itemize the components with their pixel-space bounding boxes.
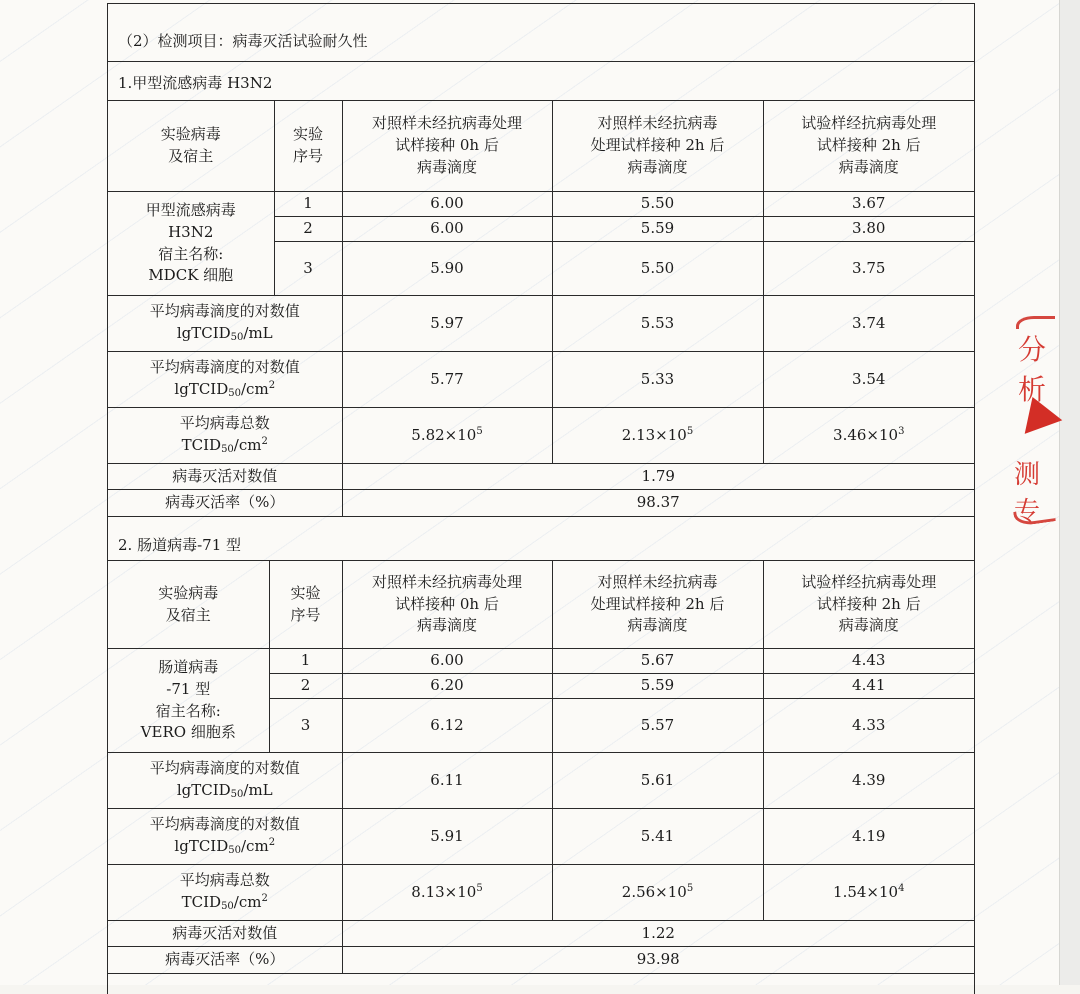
value-cell: 6.20 <box>342 674 552 699</box>
table-row-log-reduction <box>108 464 974 490</box>
label-cell: 平均病毒滴度的对数值 lgTCID$_{50}$/mL <box>108 296 342 352</box>
value-cell: $1.54\times 10^4$ <box>763 865 974 921</box>
header-seq: 实验 序号 <box>274 101 342 192</box>
header-test-2h: 试验样经抗病毒处理 试样接种 2h 后 病毒滴度 <box>763 101 974 192</box>
table-row-avg-ml <box>108 753 974 809</box>
value-cell: 4.19 <box>763 809 974 865</box>
value-cell: 3.75 <box>763 242 974 296</box>
stamp-text-top: 分析 <box>1018 333 1049 406</box>
table-row-log-reduction <box>108 921 974 947</box>
report-table-frame <box>107 3 975 994</box>
seq-cell: 1 <box>274 192 342 217</box>
header-control-0h: 对照样未经抗病毒处理 试样接种 0h 后 病毒滴度 <box>342 101 552 192</box>
value-cell: 6.11 <box>342 753 552 809</box>
seq-cell: 3 <box>269 699 342 753</box>
seq-cell: 3 <box>274 242 342 296</box>
table-row <box>108 649 974 674</box>
value-cell: 1.79 <box>342 464 974 490</box>
value-cell: $2.13\times 10^5$ <box>552 408 763 464</box>
header-control-2h: 对照样未经抗病毒 处理试样接种 2h 后 病毒滴度 <box>552 561 763 649</box>
part2-header-row <box>108 561 974 649</box>
table-row <box>108 192 974 217</box>
unit-label: lgTCID$_{50}$/mL <box>176 324 273 344</box>
header-test-2h: 试验样经抗病毒处理 试样接种 2h 后 病毒滴度 <box>763 561 974 649</box>
red-seal-stamp <box>1012 316 1060 531</box>
value-cell: 5.67 <box>552 649 763 674</box>
value-cell: 4.39 <box>763 753 974 809</box>
virus-host-cell: 肠道病毒 -71 型 宿主名称: VERO 细胞系 <box>108 649 269 753</box>
value-cell: 93.98 <box>342 947 974 974</box>
value-cell: 3.67 <box>763 192 974 217</box>
seq-cell: 2 <box>269 674 342 699</box>
label-cell: 平均病毒滴度的对数值 lgTCID$_{50}$/mL <box>108 753 342 809</box>
label-cell: 病毒灭活对数值 <box>108 921 342 947</box>
value-cell: $3.46\times 10^3$ <box>763 408 974 464</box>
header-control-0h: 对照样未经抗病毒处理 试样接种 0h 后 病毒滴度 <box>342 561 552 649</box>
value-cell: 3.74 <box>763 296 974 352</box>
label-cell: 平均病毒滴度的对数值 $lgTCID_{50}/cm^2$ <box>108 352 342 408</box>
part1-header-row <box>108 101 974 192</box>
value-cell: 5.77 <box>342 352 552 408</box>
unit-label: $lgTCID_{50}/cm^2$ <box>174 837 276 857</box>
table-row-total <box>108 865 974 921</box>
label-cell: 病毒灭活对数值 <box>108 464 342 490</box>
table-row-avg-cm2 <box>108 809 974 865</box>
value-cell: 4.41 <box>763 674 974 699</box>
value-cell: 5.59 <box>552 674 763 699</box>
value-cell: 4.43 <box>763 649 974 674</box>
table-row-total <box>108 408 974 464</box>
page-edge <box>1059 0 1080 985</box>
value-cell: 6.00 <box>342 649 552 674</box>
value-cell: 5.53 <box>552 296 763 352</box>
table-row-rate <box>108 490 974 517</box>
value-cell: $2.56\times 10^5$ <box>552 865 763 921</box>
seq-cell: 1 <box>269 649 342 674</box>
value-cell: 5.91 <box>342 809 552 865</box>
value-cell: 5.41 <box>552 809 763 865</box>
value-cell: 3.54 <box>763 352 974 408</box>
unit-label: lgTCID$_{50}$/mL <box>176 781 273 801</box>
header-control-2h: 对照样未经抗病毒 处理试样接种 2h 后 病毒滴度 <box>552 101 763 192</box>
table-row-avg-cm2 <box>108 352 974 408</box>
table-row-rate <box>108 947 974 974</box>
header-seq: 实验 序号 <box>269 561 342 649</box>
label-cell: 平均病毒滴度的对数值 $lgTCID_{50}/cm^2$ <box>108 809 342 865</box>
value-cell: 6.00 <box>342 217 552 242</box>
value-cell: 5.90 <box>342 242 552 296</box>
stamp-text-bottom: 测专 <box>1014 460 1041 527</box>
value-cell: 5.57 <box>552 699 763 753</box>
value-cell: 6.00 <box>342 192 552 217</box>
value-cell: $8.13\times 10^5$ <box>342 865 552 921</box>
virus-host-cell: 甲型流感病毒 H3N2 宿主名称: MDCK 细胞 <box>108 192 274 296</box>
value-cell: $5.82\times 10^5$ <box>342 408 552 464</box>
value-cell: 5.61 <box>552 753 763 809</box>
value-cell: 6.12 <box>342 699 552 753</box>
part1-title: 1.甲型流感病毒 H3N2 <box>108 61 974 101</box>
header-virus-host: 实验病毒 及宿主 <box>108 561 269 649</box>
value-cell: 4.33 <box>763 699 974 753</box>
part1-table <box>108 100 974 517</box>
value-cell: 5.97 <box>342 296 552 352</box>
value-cell: 1.22 <box>342 921 974 947</box>
value-cell: 5.33 <box>552 352 763 408</box>
section-title: （2）检测项目：病毒灭活试验耐久性 <box>118 32 368 50</box>
value-cell: 5.50 <box>552 242 763 296</box>
label-cell: 病毒灭活率（%） <box>108 947 342 974</box>
unit-label: $TCID_{50}/cm^2$ <box>181 436 268 456</box>
table-row-avg-ml <box>108 296 974 352</box>
value-cell: 5.50 <box>552 192 763 217</box>
value-cell: 5.59 <box>552 217 763 242</box>
value-cell: 3.80 <box>763 217 974 242</box>
header-virus-host: 实验病毒 及宿主 <box>108 101 274 192</box>
unit-label: $TCID_{50}/cm^2$ <box>181 893 268 913</box>
label-cell: 病毒灭活率（%） <box>108 490 342 517</box>
part2-table <box>108 560 974 974</box>
label-cell: 平均病毒总数 $TCID_{50}/cm^2$ <box>108 865 342 921</box>
unit-label: $lgTCID_{50}/cm^2$ <box>174 380 276 400</box>
seq-cell: 2 <box>274 217 342 242</box>
label-cell: 平均病毒总数 $TCID_{50}/cm^2$ <box>108 408 342 464</box>
part2-title: 2. 肠道病毒-71 型 <box>118 536 242 554</box>
value-cell: 98.37 <box>342 490 974 517</box>
